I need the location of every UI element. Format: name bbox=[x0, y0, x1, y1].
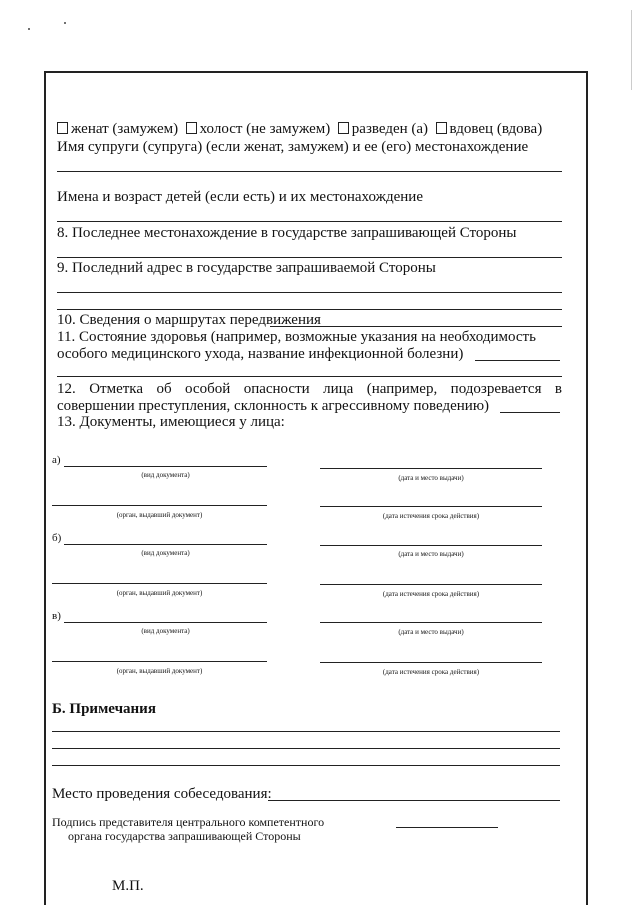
item-8-label: 8. Последнее местонахождение в государстве запрашивающей Стороны bbox=[57, 225, 517, 241]
doc-b-type-field[interactable] bbox=[64, 544, 267, 545]
doc-b-authority-field[interactable] bbox=[52, 583, 267, 584]
notes-line-1[interactable] bbox=[52, 731, 560, 732]
signature-label-line-1: Подпись представителя центрального компетентного bbox=[52, 815, 325, 829]
doc-c-type-field[interactable] bbox=[64, 622, 267, 623]
doc-c-authority-field[interactable] bbox=[52, 661, 267, 662]
signature-label-line-2: органа государства запрашивающей Стороны bbox=[68, 829, 301, 843]
item-11-field-2[interactable] bbox=[57, 376, 562, 377]
checkbox-divorced[interactable] bbox=[338, 122, 349, 134]
option-single: холост (не замужем) bbox=[199, 121, 331, 137]
doc-b-expiry-caption: (дата истечения срока действия) bbox=[382, 590, 480, 598]
item-11-line-1: 11. Состояние здоровья (например, возможные указания на необходимость bbox=[57, 329, 536, 345]
item-10-field[interactable] bbox=[270, 326, 562, 327]
item-13-label: 13. Документы, имеющиеся у лица: bbox=[57, 414, 285, 430]
spouse-label: Имя супруги (супруга) (если женат, замужем) и ее (его) местонахождение bbox=[57, 139, 529, 155]
item-11-line-2: особого медицинского ухода, название инфекционной болезни) bbox=[57, 346, 464, 362]
checkbox-single[interactable] bbox=[186, 122, 197, 134]
item-9-field-2[interactable] bbox=[57, 309, 562, 310]
doc-a-authority-caption: (орган, выдавший документ) bbox=[116, 511, 203, 519]
doc-b-authority-caption: (орган, выдавший документ) bbox=[116, 589, 203, 597]
scan-speck bbox=[64, 22, 66, 24]
item-9-field[interactable] bbox=[57, 292, 562, 293]
doc-b-expiry-field[interactable] bbox=[320, 584, 542, 585]
children-label: Имена и возраст детей (если есть) и их местонахождение bbox=[57, 189, 423, 205]
doc-c-authority-caption: (орган, выдавший документ) bbox=[116, 667, 203, 675]
doc-c-type-caption: (вид документа) bbox=[141, 627, 190, 635]
scan-edge bbox=[631, 10, 632, 90]
interview-place-label: Место проведения собеседования: bbox=[52, 786, 272, 802]
doc-a-issue-caption: (дата и место выдачи) bbox=[398, 474, 464, 482]
doc-a-expiry-field[interactable] bbox=[320, 506, 542, 507]
doc-b-letter: б) bbox=[52, 532, 62, 544]
notes-line-2[interactable] bbox=[52, 748, 560, 749]
doc-a-letter: а) bbox=[52, 454, 61, 466]
signature-field[interactable] bbox=[396, 827, 498, 828]
doc-a-issue-field[interactable] bbox=[320, 468, 542, 469]
item-10-label: 10. Сведения о маршрутах передвижения bbox=[57, 312, 321, 328]
notes-line-3[interactable] bbox=[52, 765, 560, 766]
doc-a-type-caption: (вид документа) bbox=[141, 471, 190, 479]
doc-c-issue-caption: (дата и место выдачи) bbox=[398, 628, 464, 636]
item-12-field[interactable] bbox=[500, 412, 560, 413]
doc-c-expiry-field[interactable] bbox=[320, 662, 542, 663]
doc-b-issue-field[interactable] bbox=[320, 545, 542, 546]
children-field[interactable] bbox=[57, 221, 562, 222]
item-8-field[interactable] bbox=[57, 257, 562, 258]
doc-c-issue-field[interactable] bbox=[320, 622, 542, 623]
spouse-field[interactable] bbox=[57, 171, 562, 172]
doc-a-expiry-caption: (дата истечения срока действия) bbox=[382, 512, 480, 520]
option-married: женат (замужем) bbox=[71, 121, 179, 137]
doc-c-expiry-caption: (дата истечения срока действия) bbox=[382, 668, 480, 676]
option-divorced: разведен (а) bbox=[351, 121, 429, 137]
item-12-line-2: совершении преступления, склонность к агрессивному поведению) bbox=[57, 398, 490, 414]
interview-place-field[interactable] bbox=[268, 800, 560, 801]
doc-a-type-field[interactable] bbox=[64, 466, 267, 467]
stamp-label: М.П. bbox=[112, 878, 144, 894]
item-12-line-1: 12. Отметка об особой опасности лица (например, подозревается в bbox=[57, 381, 562, 397]
checkbox-widowed[interactable] bbox=[436, 122, 447, 134]
checkbox-married[interactable] bbox=[57, 122, 68, 134]
marital-status-row bbox=[57, 121, 542, 138]
doc-b-issue-caption: (дата и место выдачи) bbox=[398, 550, 464, 558]
item-9-label: 9. Последний адрес в государстве запрашиваемой Стороны bbox=[57, 260, 436, 276]
doc-c-letter: в) bbox=[52, 610, 61, 622]
doc-b-type-caption: (вид документа) bbox=[141, 549, 190, 557]
scan-speck bbox=[28, 28, 30, 30]
option-widowed: вдовец (вдова) bbox=[449, 121, 543, 137]
section-b-heading: Б. Примечания bbox=[52, 701, 156, 717]
doc-a-authority-field[interactable] bbox=[52, 505, 267, 506]
item-11-field[interactable] bbox=[475, 360, 560, 361]
